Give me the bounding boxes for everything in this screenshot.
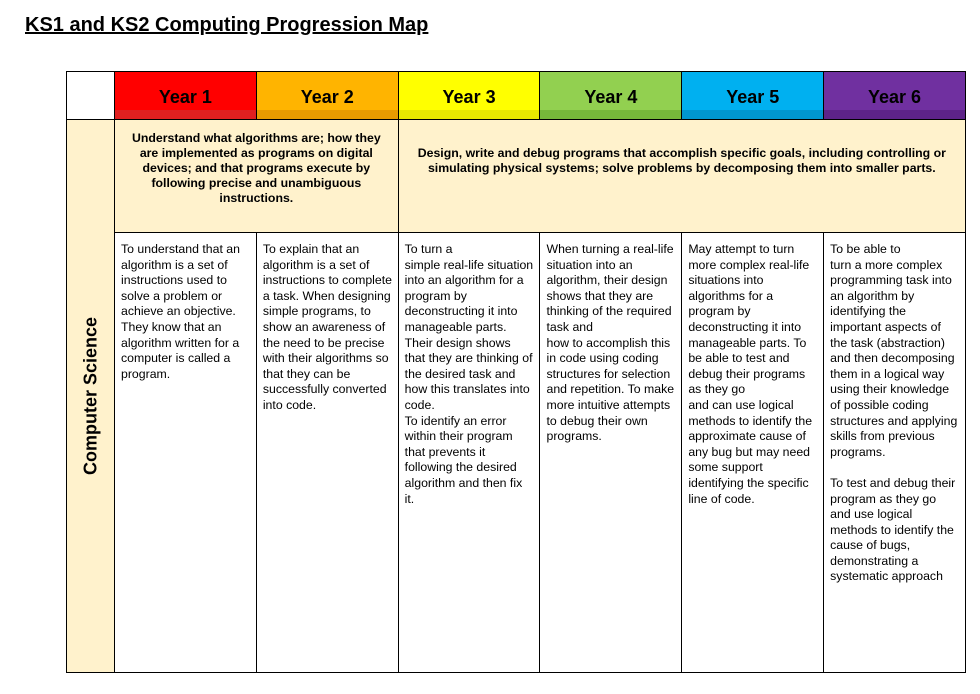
year-header-label: Year 1 <box>158 87 212 107</box>
ks2-goal-cell <box>398 120 965 233</box>
ks1-goal-text: Understand what algorithms are; how they are implemented as programs on digital devices; and that programs execute by following precise and unambiguous instructions. <box>131 131 381 205</box>
year-stripe <box>540 110 681 119</box>
ks2-goal-text: Design, write and debug programs that accomplish specific goals, including controlling or simulating physical systems; solve problems by decomposing them into smaller parts. <box>417 146 946 175</box>
year-content-cell <box>682 233 824 673</box>
year-header <box>398 72 540 120</box>
corner-cell <box>67 72 115 120</box>
year-content-text: To be able to turn a more complex programming task into an algorithm by identifying the important aspects of the task (abstraction) and then decomposing them in a logical way using their knowledge of possible coding structures and applying skills from previous programs. To test and debug their program as they go and use logical methods to identify the cause of bugs, demonstrating a systematic approach <box>830 242 958 584</box>
year-header-label: Year 3 <box>442 87 496 107</box>
year-content-cell <box>256 233 398 673</box>
year-stripe <box>257 110 398 119</box>
year-content-text: To understand that an algorithm is a set of instructions used to solve a problem or achieve an objective. They know that an algorithm written for a computer is called a program. <box>121 242 240 381</box>
year-content-cell <box>824 233 966 673</box>
year-header <box>540 72 682 120</box>
subject-label: Computer Science <box>80 316 100 476</box>
year-content-text: When turning a real-life situation into an algorithm, their design shows that they are thinking of the required task and how to accomplish this in code using coding structures for selection and repetition. To make more intuitive attempts to debug their own programs. <box>546 242 675 444</box>
year-content-cell <box>398 233 540 673</box>
content-row <box>67 233 966 673</box>
page-title: KS1 and KS2 Computing Progression Map <box>25 14 429 36</box>
year-header <box>256 72 398 120</box>
year-stripe <box>115 110 256 119</box>
year-header-label: Year 4 <box>584 87 638 107</box>
year-header-label: Year 5 <box>726 87 780 107</box>
subject-label-cell <box>67 120 115 673</box>
year-content-text: To turn a simple real-life situation into an algorithm for a program by deconstructing it into manageable parts. Their design shows that they are thinking of the desired task and how this translates into code. To identify an error within their program that prevents it following the desired algorithm and then fix it. <box>404 242 534 506</box>
year-header-label: Year 6 <box>868 87 922 107</box>
year-header-label: Year 2 <box>300 87 354 107</box>
ks1-goal-cell <box>115 120 399 233</box>
year-header-row <box>67 72 966 120</box>
year-stripe <box>824 110 965 119</box>
year-content-cell <box>540 233 682 673</box>
goals-row <box>67 120 966 233</box>
year-stripe <box>682 110 823 119</box>
year-stripe <box>399 110 540 119</box>
year-header <box>824 72 966 120</box>
year-header <box>115 72 257 120</box>
year-content-text: To explain that an algorithm is a set of instructions to complete a task. When designing simple programs, to show an awareness of the need to be precise with their algorithms so that they can be successfully converted into code. <box>262 242 393 412</box>
year-header <box>682 72 824 120</box>
year-content-text: May attempt to turn more complex real-life situations into algorithms for a program by deconstructing it into manageable parts. To be able to test and debug their programs as they go and can use logical methods to identify the approximate cause of any bug but may need some support identifying the specific line of code. <box>688 242 813 506</box>
progression-table <box>66 71 966 673</box>
year-content-cell <box>115 233 257 673</box>
